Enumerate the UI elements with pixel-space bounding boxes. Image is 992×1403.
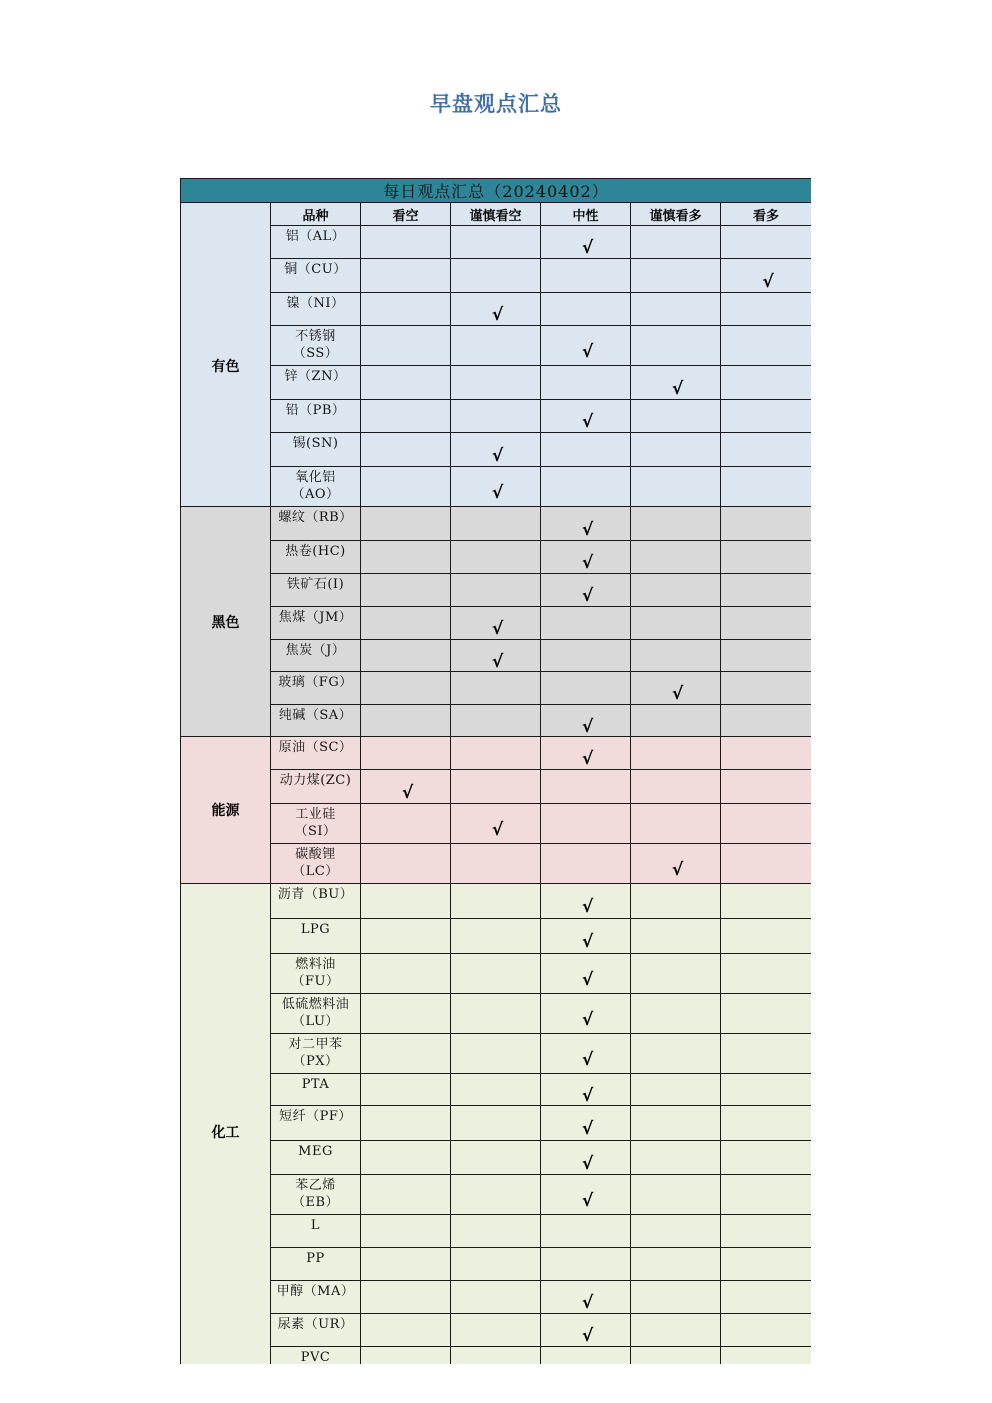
view-cell	[721, 954, 812, 994]
view-cell	[451, 1106, 541, 1141]
view-cell	[541, 507, 631, 541]
commodity-name: PVC	[271, 1347, 361, 1365]
view-cell	[541, 467, 631, 507]
view-cell	[631, 705, 721, 737]
group-label: 有色	[181, 226, 271, 507]
view-cell	[541, 366, 631, 400]
view-cell	[451, 884, 541, 919]
check-mark-icon: √	[581, 1085, 594, 1106]
view-cell	[361, 366, 451, 400]
column-header: 谨慎看空	[451, 203, 541, 226]
table-row	[181, 1141, 812, 1175]
view-cell	[721, 541, 812, 574]
view-cell	[451, 770, 541, 804]
view-cell	[361, 844, 451, 884]
commodity-name: PTA	[271, 1074, 361, 1106]
view-cell	[451, 574, 541, 607]
header-blank-cell	[181, 203, 271, 226]
view-cell	[721, 1347, 812, 1365]
view-cell	[631, 884, 721, 919]
column-header: 品种	[271, 203, 361, 226]
view-cell	[541, 1141, 631, 1175]
view-cell	[721, 919, 812, 954]
group-label: 化工	[181, 884, 271, 1365]
check-mark-icon: √	[671, 684, 684, 704]
view-cell	[631, 1215, 721, 1248]
check-mark-icon: √	[491, 619, 504, 639]
table-row	[181, 400, 812, 433]
view-cell	[631, 737, 721, 770]
view-cell	[541, 226, 631, 259]
view-cell	[631, 919, 721, 954]
view-cell	[541, 1281, 631, 1314]
view-cell	[721, 433, 812, 467]
table-row	[181, 994, 812, 1034]
view-cell	[721, 1034, 812, 1074]
commodity-name: L	[271, 1215, 361, 1248]
check-mark-icon: √	[581, 932, 594, 952]
view-cell	[361, 541, 451, 574]
table-row	[181, 737, 812, 770]
table-row	[181, 705, 812, 737]
view-cell	[721, 1215, 812, 1248]
view-cell	[631, 844, 721, 884]
view-cell	[631, 1314, 721, 1347]
check-mark-icon: √	[491, 482, 504, 503]
check-mark-icon: √	[491, 651, 504, 672]
commodity-name: 镍（NI）	[271, 293, 361, 326]
view-cell	[631, 400, 721, 433]
commodity-name: 玻璃（FG）	[271, 672, 361, 705]
view-cell	[631, 1074, 721, 1106]
view-cell	[361, 507, 451, 541]
table-row	[181, 1314, 812, 1347]
table-row	[181, 1281, 812, 1314]
view-cell	[361, 1248, 451, 1281]
view-cell	[541, 1074, 631, 1106]
commodity-name: 铜（CU）	[271, 259, 361, 293]
view-cell	[721, 400, 812, 433]
view-cell	[631, 293, 721, 326]
view-cell	[631, 672, 721, 705]
view-cell	[451, 1141, 541, 1175]
view-cell	[541, 640, 631, 672]
view-cell	[631, 804, 721, 844]
view-cell	[541, 705, 631, 737]
views-table	[180, 178, 811, 1364]
table-row	[181, 672, 812, 705]
view-cell	[631, 1347, 721, 1365]
view-cell	[451, 705, 541, 737]
table-row	[181, 507, 812, 541]
table-row	[181, 1034, 812, 1074]
view-cell	[721, 884, 812, 919]
commodity-name: 尿素（UR）	[271, 1314, 361, 1347]
view-cell	[361, 1314, 451, 1347]
commodity-name: 锡(SN)	[271, 433, 361, 467]
view-cell	[541, 293, 631, 326]
commodity-name: 焦煤（JM）	[271, 607, 361, 640]
view-cell	[361, 433, 451, 467]
view-cell	[541, 1248, 631, 1281]
view-cell	[541, 326, 631, 366]
view-cell	[541, 1034, 631, 1074]
table-row	[181, 884, 812, 919]
check-mark-icon: √	[581, 553, 594, 573]
view-cell	[721, 640, 812, 672]
view-cell	[721, 607, 812, 640]
check-mark-icon: √	[401, 782, 414, 803]
check-mark-icon: √	[581, 897, 594, 917]
view-cell	[721, 770, 812, 804]
table-row	[181, 1074, 812, 1106]
view-cell	[541, 1215, 631, 1248]
view-cell	[631, 607, 721, 640]
view-cell	[451, 400, 541, 433]
view-cell	[361, 1074, 451, 1106]
table-row	[181, 844, 812, 884]
view-cell	[631, 259, 721, 293]
view-cell	[451, 1347, 541, 1365]
view-cell	[541, 737, 631, 770]
view-cell	[451, 366, 541, 400]
commodity-name: LPG	[271, 919, 361, 954]
view-cell	[451, 326, 541, 366]
view-cell	[451, 1034, 541, 1074]
view-cell	[361, 1106, 451, 1141]
view-cell	[451, 541, 541, 574]
view-cell	[361, 607, 451, 640]
view-cell	[451, 737, 541, 770]
view-cell	[361, 259, 451, 293]
view-cell	[541, 1106, 631, 1141]
view-cell	[631, 954, 721, 994]
view-cell	[631, 366, 721, 400]
view-cell	[541, 433, 631, 467]
view-cell	[451, 1215, 541, 1248]
view-cell	[541, 400, 631, 433]
check-mark-icon: √	[762, 271, 774, 292]
table-row	[181, 804, 812, 844]
check-mark-icon: √	[491, 819, 504, 840]
view-cell	[721, 259, 812, 293]
view-cell	[451, 994, 541, 1034]
column-header: 看空	[361, 203, 451, 226]
view-cell	[631, 507, 721, 541]
commodity-name: PP	[271, 1248, 361, 1281]
view-cell	[631, 541, 721, 574]
view-cell	[721, 705, 812, 737]
view-cell	[451, 1074, 541, 1106]
view-cell	[541, 884, 631, 919]
view-cell	[451, 433, 541, 467]
commodity-name: 动力煤(ZC)	[271, 770, 361, 804]
view-cell	[451, 844, 541, 884]
view-cell	[721, 226, 812, 259]
view-cell	[451, 293, 541, 326]
view-cell	[451, 1175, 541, 1215]
commodity-name: 原油（SC）	[271, 737, 361, 770]
commodity-name: 纯碱（SA）	[271, 705, 361, 737]
view-cell	[631, 1106, 721, 1141]
table-row	[181, 226, 812, 259]
check-mark-icon: √	[671, 378, 684, 399]
view-cell	[361, 994, 451, 1034]
table-row	[181, 640, 812, 672]
view-cell	[541, 994, 631, 1034]
table-title: 每日观点汇总（20240402）	[181, 179, 812, 203]
check-mark-icon: √	[581, 969, 594, 990]
view-cell	[631, 467, 721, 507]
table-row	[181, 770, 812, 804]
view-cell	[361, 954, 451, 994]
view-cell	[361, 705, 451, 737]
table-row	[181, 1106, 812, 1141]
view-cell	[361, 770, 451, 804]
table-row	[181, 259, 812, 293]
commodity-name: 甲醇（MA）	[271, 1281, 361, 1314]
view-cell	[721, 1141, 812, 1175]
view-cell	[631, 994, 721, 1034]
view-cell	[541, 1314, 631, 1347]
check-mark-icon: √	[581, 749, 594, 769]
view-cell	[721, 1248, 812, 1281]
view-cell	[631, 770, 721, 804]
view-cell	[361, 737, 451, 770]
check-mark-icon: √	[581, 1049, 594, 1070]
view-cell	[541, 607, 631, 640]
commodity-name: 螺纹（RB）	[271, 507, 361, 541]
view-cell	[361, 467, 451, 507]
commodity-name: 低硫燃料油 （LU）	[271, 994, 361, 1034]
view-cell	[361, 1175, 451, 1215]
commodity-name: 不锈钢 （SS）	[271, 326, 361, 366]
view-cell	[721, 1281, 812, 1314]
view-cell	[451, 607, 541, 640]
view-cell	[361, 326, 451, 366]
view-cell	[451, 804, 541, 844]
view-cell	[721, 804, 812, 844]
view-cell	[631, 574, 721, 607]
view-cell	[541, 541, 631, 574]
view-cell	[721, 994, 812, 1034]
table-row	[181, 467, 812, 507]
view-cell	[541, 919, 631, 954]
view-cell	[361, 293, 451, 326]
view-cell	[541, 804, 631, 844]
view-cell	[361, 672, 451, 705]
view-cell	[631, 226, 721, 259]
commodity-name: 铝（AL）	[271, 226, 361, 259]
view-cell	[361, 919, 451, 954]
view-cell	[361, 884, 451, 919]
commodity-name: 苯乙烯 （EB）	[271, 1175, 361, 1215]
view-cell	[541, 770, 631, 804]
commodity-name: 工业硅 （SI）	[271, 804, 361, 844]
check-mark-icon: √	[581, 1119, 594, 1139]
view-cell	[361, 1034, 451, 1074]
view-cell	[721, 574, 812, 607]
table-row	[181, 1175, 812, 1215]
check-mark-icon: √	[581, 412, 594, 432]
commodity-name: 短纤（PF）	[271, 1106, 361, 1141]
view-cell	[361, 226, 451, 259]
view-cell	[631, 1034, 721, 1074]
check-mark-icon: √	[581, 1293, 594, 1313]
view-cell	[451, 919, 541, 954]
table-row	[181, 433, 812, 467]
group-label: 能源	[181, 737, 271, 884]
view-cell	[721, 1314, 812, 1347]
table-row	[181, 1248, 812, 1281]
check-mark-icon: √	[581, 1153, 594, 1174]
view-cell	[541, 259, 631, 293]
view-cell	[721, 507, 812, 541]
group-label: 黑色	[181, 507, 271, 737]
column-header: 谨慎看多	[631, 203, 721, 226]
commodity-name: 焦炭（J）	[271, 640, 361, 672]
commodity-name: 热卷(HC)	[271, 541, 361, 574]
view-cell	[451, 1314, 541, 1347]
commodity-name: 锌（ZN）	[271, 366, 361, 400]
table-row	[181, 366, 812, 400]
view-cell	[721, 844, 812, 884]
view-cell	[721, 293, 812, 326]
view-cell	[541, 954, 631, 994]
commodity-name: 碳酸锂 （LC）	[271, 844, 361, 884]
check-mark-icon: √	[581, 586, 594, 606]
view-cell	[541, 1347, 631, 1365]
view-cell	[451, 954, 541, 994]
table-row	[181, 326, 812, 366]
view-cell	[721, 1106, 812, 1141]
commodity-name: 氧化铝 （AO）	[271, 467, 361, 507]
summary-sheet	[180, 178, 811, 1364]
view-cell	[451, 672, 541, 705]
table-row	[181, 607, 812, 640]
view-cell	[631, 640, 721, 672]
check-mark-icon: √	[581, 1326, 594, 1346]
commodity-name: 铅（PB）	[271, 400, 361, 433]
commodity-name: 对二甲苯 （PX）	[271, 1034, 361, 1074]
view-cell	[631, 1141, 721, 1175]
view-cell	[721, 737, 812, 770]
view-cell	[451, 259, 541, 293]
view-cell	[721, 1074, 812, 1106]
table-row	[181, 293, 812, 326]
check-mark-icon: √	[581, 341, 594, 362]
view-cell	[361, 1215, 451, 1248]
check-mark-icon: √	[581, 716, 594, 737]
view-cell	[361, 400, 451, 433]
view-cell	[631, 1175, 721, 1215]
check-mark-icon: √	[581, 519, 594, 540]
commodity-name: 燃料油 （FU）	[271, 954, 361, 994]
view-cell	[721, 1175, 812, 1215]
table-row	[181, 919, 812, 954]
table-row	[181, 1215, 812, 1248]
view-cell	[451, 467, 541, 507]
view-cell	[541, 1175, 631, 1215]
table-row	[181, 1347, 812, 1365]
column-header: 中性	[541, 203, 631, 226]
view-cell	[631, 1248, 721, 1281]
column-header: 看多	[721, 203, 812, 226]
view-cell	[451, 640, 541, 672]
page-title: 早盘观点汇总	[430, 92, 562, 116]
view-cell	[721, 467, 812, 507]
check-mark-icon: √	[581, 238, 594, 258]
check-mark-icon: √	[491, 445, 504, 466]
view-cell	[721, 366, 812, 400]
table-row	[181, 574, 812, 607]
view-cell	[361, 1347, 451, 1365]
check-mark-icon: √	[671, 859, 684, 880]
view-cell	[721, 672, 812, 705]
view-cell	[361, 1281, 451, 1314]
view-cell	[631, 326, 721, 366]
view-cell	[721, 326, 812, 366]
view-cell	[451, 226, 541, 259]
commodity-name: MEG	[271, 1141, 361, 1175]
table-row	[181, 954, 812, 994]
view-cell	[361, 804, 451, 844]
view-cell	[451, 1248, 541, 1281]
check-mark-icon: √	[581, 1190, 594, 1211]
view-cell	[361, 574, 451, 607]
view-cell	[361, 1141, 451, 1175]
view-cell	[631, 1281, 721, 1314]
commodity-name: 沥青（BU）	[271, 884, 361, 919]
check-mark-icon: √	[491, 305, 504, 325]
view-cell	[541, 574, 631, 607]
view-cell	[631, 433, 721, 467]
view-cell	[451, 507, 541, 541]
view-cell	[361, 640, 451, 672]
view-cell	[541, 844, 631, 884]
view-cell	[541, 672, 631, 705]
table-row	[181, 541, 812, 574]
view-cell	[451, 1281, 541, 1314]
commodity-name: 铁矿石(I)	[271, 574, 361, 607]
check-mark-icon: √	[581, 1009, 594, 1030]
